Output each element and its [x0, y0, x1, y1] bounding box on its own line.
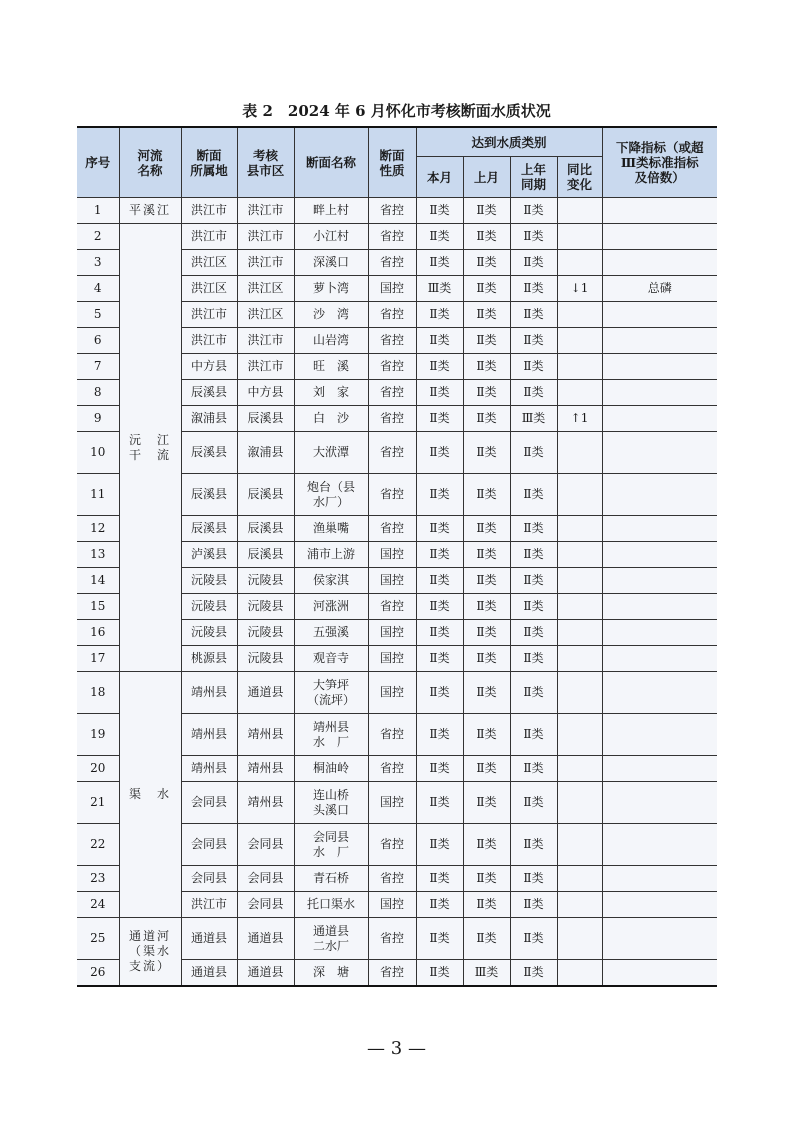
cell-nature: 国控: [368, 892, 416, 918]
table-row: [77, 918, 717, 960]
cell-indicator: [602, 302, 717, 328]
header-this-month: 本月: [416, 157, 463, 198]
cell-last-month: Ⅱ类: [463, 302, 510, 328]
cell-last-year: Ⅱ类: [510, 714, 557, 756]
cell-assess: 洪江市: [237, 224, 294, 250]
cell-location: 会同县: [181, 824, 237, 866]
cell-location: 沅陵县: [181, 594, 237, 620]
cell-last-month: Ⅱ类: [463, 646, 510, 672]
cell-assess: 洪江区: [237, 302, 294, 328]
cell-section: 侯家淇: [294, 568, 368, 594]
cell-location: 洪江区: [181, 276, 237, 302]
cell-location: 辰溪县: [181, 516, 237, 542]
cell-nature: 国控: [368, 568, 416, 594]
header-row-1: [77, 127, 717, 157]
cell-last-month: Ⅱ类: [463, 620, 510, 646]
cell-assess: 辰溪县: [237, 542, 294, 568]
cell-seq: 9: [77, 406, 119, 432]
cell-section: 刘 家: [294, 380, 368, 406]
cell-last-month: Ⅱ类: [463, 224, 510, 250]
cell-nature: 国控: [368, 276, 416, 302]
cell-section: 渔巢嘴: [294, 516, 368, 542]
cell-assess: 辰溪县: [237, 516, 294, 542]
cell-this-month: Ⅱ类: [416, 714, 463, 756]
cell-last-year: Ⅱ类: [510, 542, 557, 568]
cell-location: 通道县: [181, 918, 237, 960]
cell-seq: 25: [77, 918, 119, 960]
cell-yoy: [557, 892, 602, 918]
cell-this-month: Ⅱ类: [416, 542, 463, 568]
cell-last-year: Ⅱ类: [510, 918, 557, 960]
cell-seq: 18: [77, 672, 119, 714]
cell-this-month: Ⅱ类: [416, 918, 463, 960]
cell-indicator: [602, 568, 717, 594]
cell-nature: 省控: [368, 198, 416, 224]
cell-assess: 洪江市: [237, 354, 294, 380]
cell-nature: 国控: [368, 782, 416, 824]
cell-section: 山岩湾: [294, 328, 368, 354]
water-quality-table: [77, 126, 717, 987]
cell-yoy: [557, 960, 602, 986]
cell-seq: 22: [77, 824, 119, 866]
cell-seq: 24: [77, 892, 119, 918]
cell-assess: 洪江区: [237, 276, 294, 302]
cell-assess: 溆浦县: [237, 432, 294, 474]
cell-last-month: Ⅱ类: [463, 594, 510, 620]
cell-indicator: [602, 516, 717, 542]
cell-section: 畔上村: [294, 198, 368, 224]
cell-yoy: [557, 328, 602, 354]
cell-seq: 19: [77, 714, 119, 756]
cell-section: 旺 溪: [294, 354, 368, 380]
cell-assess: 辰溪县: [237, 406, 294, 432]
cell-nature: 省控: [368, 516, 416, 542]
cell-nature: 省控: [368, 714, 416, 756]
header-assess: 考核 县市区: [237, 127, 294, 198]
cell-nature: 省控: [368, 474, 416, 516]
cell-last-year: Ⅱ类: [510, 474, 557, 516]
table-body: [77, 198, 717, 986]
cell-yoy: [557, 918, 602, 960]
cell-assess: 沅陵县: [237, 620, 294, 646]
cell-last-year: Ⅱ类: [510, 250, 557, 276]
cell-section: 大洑潭: [294, 432, 368, 474]
cell-last-year: Ⅱ类: [510, 782, 557, 824]
cell-yoy: [557, 198, 602, 224]
cell-last-year: Ⅱ类: [510, 568, 557, 594]
cell-assess: 中方县: [237, 380, 294, 406]
cell-last-month: Ⅱ类: [463, 198, 510, 224]
cell-section: 通道县 二水厂: [294, 918, 368, 960]
cell-nature: 国控: [368, 646, 416, 672]
cell-seq: 12: [77, 516, 119, 542]
cell-last-year: Ⅱ类: [510, 432, 557, 474]
cell-location: 泸溪县: [181, 542, 237, 568]
cell-last-year: Ⅱ类: [510, 892, 557, 918]
cell-last-month: Ⅱ类: [463, 824, 510, 866]
cell-yoy: ↑1: [557, 406, 602, 432]
cell-section: 沙 湾: [294, 302, 368, 328]
cell-nature: 省控: [368, 250, 416, 276]
cell-last-month: Ⅱ类: [463, 328, 510, 354]
cell-assess: 靖州县: [237, 782, 294, 824]
cell-yoy: [557, 672, 602, 714]
cell-location: 靖州县: [181, 714, 237, 756]
cell-assess: 会同县: [237, 892, 294, 918]
cell-section: 河涨洲: [294, 594, 368, 620]
cell-seq: 21: [77, 782, 119, 824]
cell-yoy: [557, 714, 602, 756]
cell-location: 辰溪县: [181, 474, 237, 516]
cell-last-month: Ⅱ类: [463, 892, 510, 918]
cell-assess: 沅陵县: [237, 594, 294, 620]
cell-yoy: [557, 824, 602, 866]
cell-indicator: [602, 756, 717, 782]
cell-indicator: [602, 672, 717, 714]
cell-section: 青石桥: [294, 866, 368, 892]
cell-location: 桃源县: [181, 646, 237, 672]
cell-indicator: [602, 714, 717, 756]
cell-yoy: [557, 516, 602, 542]
cell-nature: 省控: [368, 960, 416, 986]
cell-last-month: Ⅱ类: [463, 866, 510, 892]
cell-river: 平溪江: [119, 198, 181, 224]
cell-location: 洪江市: [181, 198, 237, 224]
table-row: [77, 198, 717, 224]
cell-last-month: Ⅱ类: [463, 672, 510, 714]
table-row: [77, 224, 717, 250]
cell-indicator: [602, 328, 717, 354]
cell-location: 会同县: [181, 866, 237, 892]
cell-location: 溆浦县: [181, 406, 237, 432]
cell-last-month: Ⅱ类: [463, 250, 510, 276]
cell-location: 靖州县: [181, 756, 237, 782]
header-last-month: 上月: [463, 157, 510, 198]
cell-section: 浦市上游: [294, 542, 368, 568]
cell-seq: 23: [77, 866, 119, 892]
cell-seq: 3: [77, 250, 119, 276]
cell-assess: 靖州县: [237, 714, 294, 756]
cell-seq: 7: [77, 354, 119, 380]
cell-this-month: Ⅱ类: [416, 432, 463, 474]
cell-assess: 通道县: [237, 918, 294, 960]
cell-yoy: [557, 620, 602, 646]
cell-this-month: Ⅲ类: [416, 276, 463, 302]
cell-yoy: [557, 782, 602, 824]
cell-nature: 国控: [368, 542, 416, 568]
header-river: 河流 名称: [119, 127, 181, 198]
cell-location: 洪江市: [181, 302, 237, 328]
cell-yoy: [557, 646, 602, 672]
cell-indicator: [602, 918, 717, 960]
table-row: [77, 672, 717, 714]
cell-seq: 2: [77, 224, 119, 250]
cell-last-year: Ⅱ类: [510, 302, 557, 328]
cell-seq: 20: [77, 756, 119, 782]
cell-section: 托口渠水: [294, 892, 368, 918]
cell-this-month: Ⅱ类: [416, 866, 463, 892]
cell-location: 辰溪县: [181, 432, 237, 474]
cell-nature: 省控: [368, 432, 416, 474]
cell-location: 中方县: [181, 354, 237, 380]
cell-assess: 通道县: [237, 960, 294, 986]
cell-last-year: Ⅱ类: [510, 756, 557, 782]
cell-section: 靖州县 水 厂: [294, 714, 368, 756]
cell-indicator: [602, 250, 717, 276]
cell-assess: 洪江市: [237, 198, 294, 224]
cell-seq: 11: [77, 474, 119, 516]
cell-this-month: Ⅱ类: [416, 250, 463, 276]
cell-yoy: ↓1: [557, 276, 602, 302]
cell-yoy: [557, 756, 602, 782]
cell-seq: 10: [77, 432, 119, 474]
cell-seq: 16: [77, 620, 119, 646]
cell-yoy: [557, 866, 602, 892]
cell-indicator: [602, 406, 717, 432]
cell-last-year: Ⅱ类: [510, 516, 557, 542]
cell-last-month: Ⅱ类: [463, 406, 510, 432]
cell-indicator: [602, 380, 717, 406]
cell-seq: 14: [77, 568, 119, 594]
cell-assess: 沅陵县: [237, 646, 294, 672]
cell-last-year: Ⅱ类: [510, 354, 557, 380]
cell-last-month: Ⅱ类: [463, 782, 510, 824]
cell-location: 通道县: [181, 960, 237, 986]
cell-section: 五强溪: [294, 620, 368, 646]
cell-last-year: Ⅱ类: [510, 276, 557, 302]
cell-nature: 省控: [368, 824, 416, 866]
cell-section: 观音寺: [294, 646, 368, 672]
cell-assess: 靖州县: [237, 756, 294, 782]
cell-seq: 15: [77, 594, 119, 620]
cell-last-month: Ⅱ类: [463, 918, 510, 960]
cell-this-month: Ⅱ类: [416, 782, 463, 824]
cell-indicator: [602, 474, 717, 516]
cell-river: 通道河 （渠水 支流）: [119, 918, 181, 986]
cell-yoy: [557, 302, 602, 328]
cell-nature: 省控: [368, 594, 416, 620]
cell-yoy: [557, 474, 602, 516]
cell-this-month: Ⅱ类: [416, 328, 463, 354]
cell-last-year: Ⅱ类: [510, 824, 557, 866]
cell-indicator: [602, 354, 717, 380]
cell-yoy: [557, 568, 602, 594]
cell-this-month: Ⅱ类: [416, 756, 463, 782]
cell-nature: 省控: [368, 328, 416, 354]
cell-seq: 8: [77, 380, 119, 406]
header-grade-group: 达到水质类别: [416, 127, 602, 157]
cell-this-month: Ⅱ类: [416, 824, 463, 866]
cell-section: 白 沙: [294, 406, 368, 432]
cell-last-month: Ⅱ类: [463, 542, 510, 568]
cell-indicator: [602, 198, 717, 224]
cell-seq: 13: [77, 542, 119, 568]
cell-nature: 省控: [368, 354, 416, 380]
cell-seq: 26: [77, 960, 119, 986]
cell-assess: 洪江市: [237, 250, 294, 276]
cell-location: 洪江市: [181, 892, 237, 918]
cell-indicator: [602, 782, 717, 824]
cell-river: 渠 水: [119, 672, 181, 918]
cell-this-month: Ⅱ类: [416, 380, 463, 406]
cell-assess: 沅陵县: [237, 568, 294, 594]
cell-yoy: [557, 250, 602, 276]
table-title: 表 2 2024 年 6 月怀化市考核断面水质状况: [242, 102, 551, 120]
cell-yoy: [557, 594, 602, 620]
cell-yoy: [557, 542, 602, 568]
cell-last-month: Ⅱ类: [463, 516, 510, 542]
cell-location: 靖州县: [181, 672, 237, 714]
header-yoy: 同比 变化: [557, 157, 602, 198]
cell-last-month: Ⅱ类: [463, 432, 510, 474]
cell-seq: 1: [77, 198, 119, 224]
cell-seq: 5: [77, 302, 119, 328]
cell-this-month: Ⅱ类: [416, 594, 463, 620]
cell-seq: 4: [77, 276, 119, 302]
cell-last-month: Ⅲ类: [463, 960, 510, 986]
header-last-year: 上年 同期: [510, 157, 557, 198]
cell-this-month: Ⅱ类: [416, 620, 463, 646]
cell-location: 洪江市: [181, 328, 237, 354]
cell-section: 小江村: [294, 224, 368, 250]
cell-assess: 洪江市: [237, 328, 294, 354]
cell-nature: 省控: [368, 756, 416, 782]
cell-indicator: [602, 620, 717, 646]
cell-location: 洪江市: [181, 224, 237, 250]
page-number: — 3 —: [367, 1038, 426, 1059]
header-location: 断面 所属地: [181, 127, 237, 198]
cell-last-year: Ⅱ类: [510, 594, 557, 620]
cell-section: 炮台（县 水厂）: [294, 474, 368, 516]
cell-nature: 省控: [368, 866, 416, 892]
cell-seq: 17: [77, 646, 119, 672]
cell-assess: 辰溪县: [237, 474, 294, 516]
cell-indicator: [602, 224, 717, 250]
cell-yoy: [557, 432, 602, 474]
water-quality-table-container: [77, 126, 717, 987]
cell-indicator: [602, 960, 717, 986]
cell-this-month: Ⅱ类: [416, 302, 463, 328]
cell-yoy: [557, 380, 602, 406]
header-indicator: 下降指标（或超 Ⅲ类标准指标 及倍数）: [602, 127, 717, 198]
cell-location: 沅陵县: [181, 568, 237, 594]
cell-last-year: Ⅲ类: [510, 406, 557, 432]
cell-this-month: Ⅱ类: [416, 224, 463, 250]
cell-this-month: Ⅱ类: [416, 892, 463, 918]
cell-last-year: Ⅱ类: [510, 224, 557, 250]
cell-nature: 省控: [368, 406, 416, 432]
cell-section: 会同县 水 厂: [294, 824, 368, 866]
cell-this-month: Ⅱ类: [416, 646, 463, 672]
cell-nature: 省控: [368, 224, 416, 250]
header-seq: 序号: [77, 127, 119, 198]
cell-last-year: Ⅱ类: [510, 866, 557, 892]
cell-indicator: [602, 432, 717, 474]
cell-this-month: Ⅱ类: [416, 354, 463, 380]
cell-last-year: Ⅱ类: [510, 380, 557, 406]
cell-last-year: Ⅱ类: [510, 960, 557, 986]
cell-section: 深溪口: [294, 250, 368, 276]
header-nature: 断面 性质: [368, 127, 416, 198]
cell-indicator: [602, 824, 717, 866]
cell-location: 会同县: [181, 782, 237, 824]
cell-last-month: Ⅱ类: [463, 276, 510, 302]
header-section: 断面名称: [294, 127, 368, 198]
cell-last-year: Ⅱ类: [510, 646, 557, 672]
cell-section: 桐油岭: [294, 756, 368, 782]
cell-assess: 会同县: [237, 866, 294, 892]
cell-section: 连山桥 头溪口: [294, 782, 368, 824]
cell-last-month: Ⅱ类: [463, 354, 510, 380]
cell-this-month: Ⅱ类: [416, 568, 463, 594]
cell-last-month: Ⅱ类: [463, 756, 510, 782]
cell-seq: 6: [77, 328, 119, 354]
cell-location: 沅陵县: [181, 620, 237, 646]
cell-indicator: 总磷: [602, 276, 717, 302]
cell-nature: 省控: [368, 918, 416, 960]
cell-last-month: Ⅱ类: [463, 380, 510, 406]
cell-this-month: Ⅱ类: [416, 474, 463, 516]
cell-assess: 会同县: [237, 824, 294, 866]
cell-last-year: Ⅱ类: [510, 672, 557, 714]
cell-section: 萝卜湾: [294, 276, 368, 302]
cell-last-year: Ⅱ类: [510, 198, 557, 224]
cell-indicator: [602, 646, 717, 672]
cell-yoy: [557, 224, 602, 250]
cell-section: 深 塘: [294, 960, 368, 986]
cell-this-month: Ⅱ类: [416, 198, 463, 224]
cell-assess: 通道县: [237, 672, 294, 714]
cell-last-month: Ⅱ类: [463, 568, 510, 594]
cell-indicator: [602, 866, 717, 892]
cell-indicator: [602, 892, 717, 918]
cell-nature: 省控: [368, 302, 416, 328]
cell-last-month: Ⅱ类: [463, 474, 510, 516]
cell-river: 沅 江 干 流: [119, 224, 181, 672]
cell-last-year: Ⅱ类: [510, 620, 557, 646]
cell-last-month: Ⅱ类: [463, 714, 510, 756]
cell-location: 辰溪县: [181, 380, 237, 406]
cell-this-month: Ⅱ类: [416, 960, 463, 986]
cell-last-year: Ⅱ类: [510, 328, 557, 354]
cell-nature: 国控: [368, 620, 416, 646]
cell-indicator: [602, 542, 717, 568]
cell-this-month: Ⅱ类: [416, 672, 463, 714]
cell-nature: 国控: [368, 672, 416, 714]
cell-nature: 省控: [368, 380, 416, 406]
cell-this-month: Ⅱ类: [416, 406, 463, 432]
cell-indicator: [602, 594, 717, 620]
cell-section: 大笋坪 （流坪）: [294, 672, 368, 714]
cell-yoy: [557, 354, 602, 380]
cell-location: 洪江区: [181, 250, 237, 276]
cell-this-month: Ⅱ类: [416, 516, 463, 542]
